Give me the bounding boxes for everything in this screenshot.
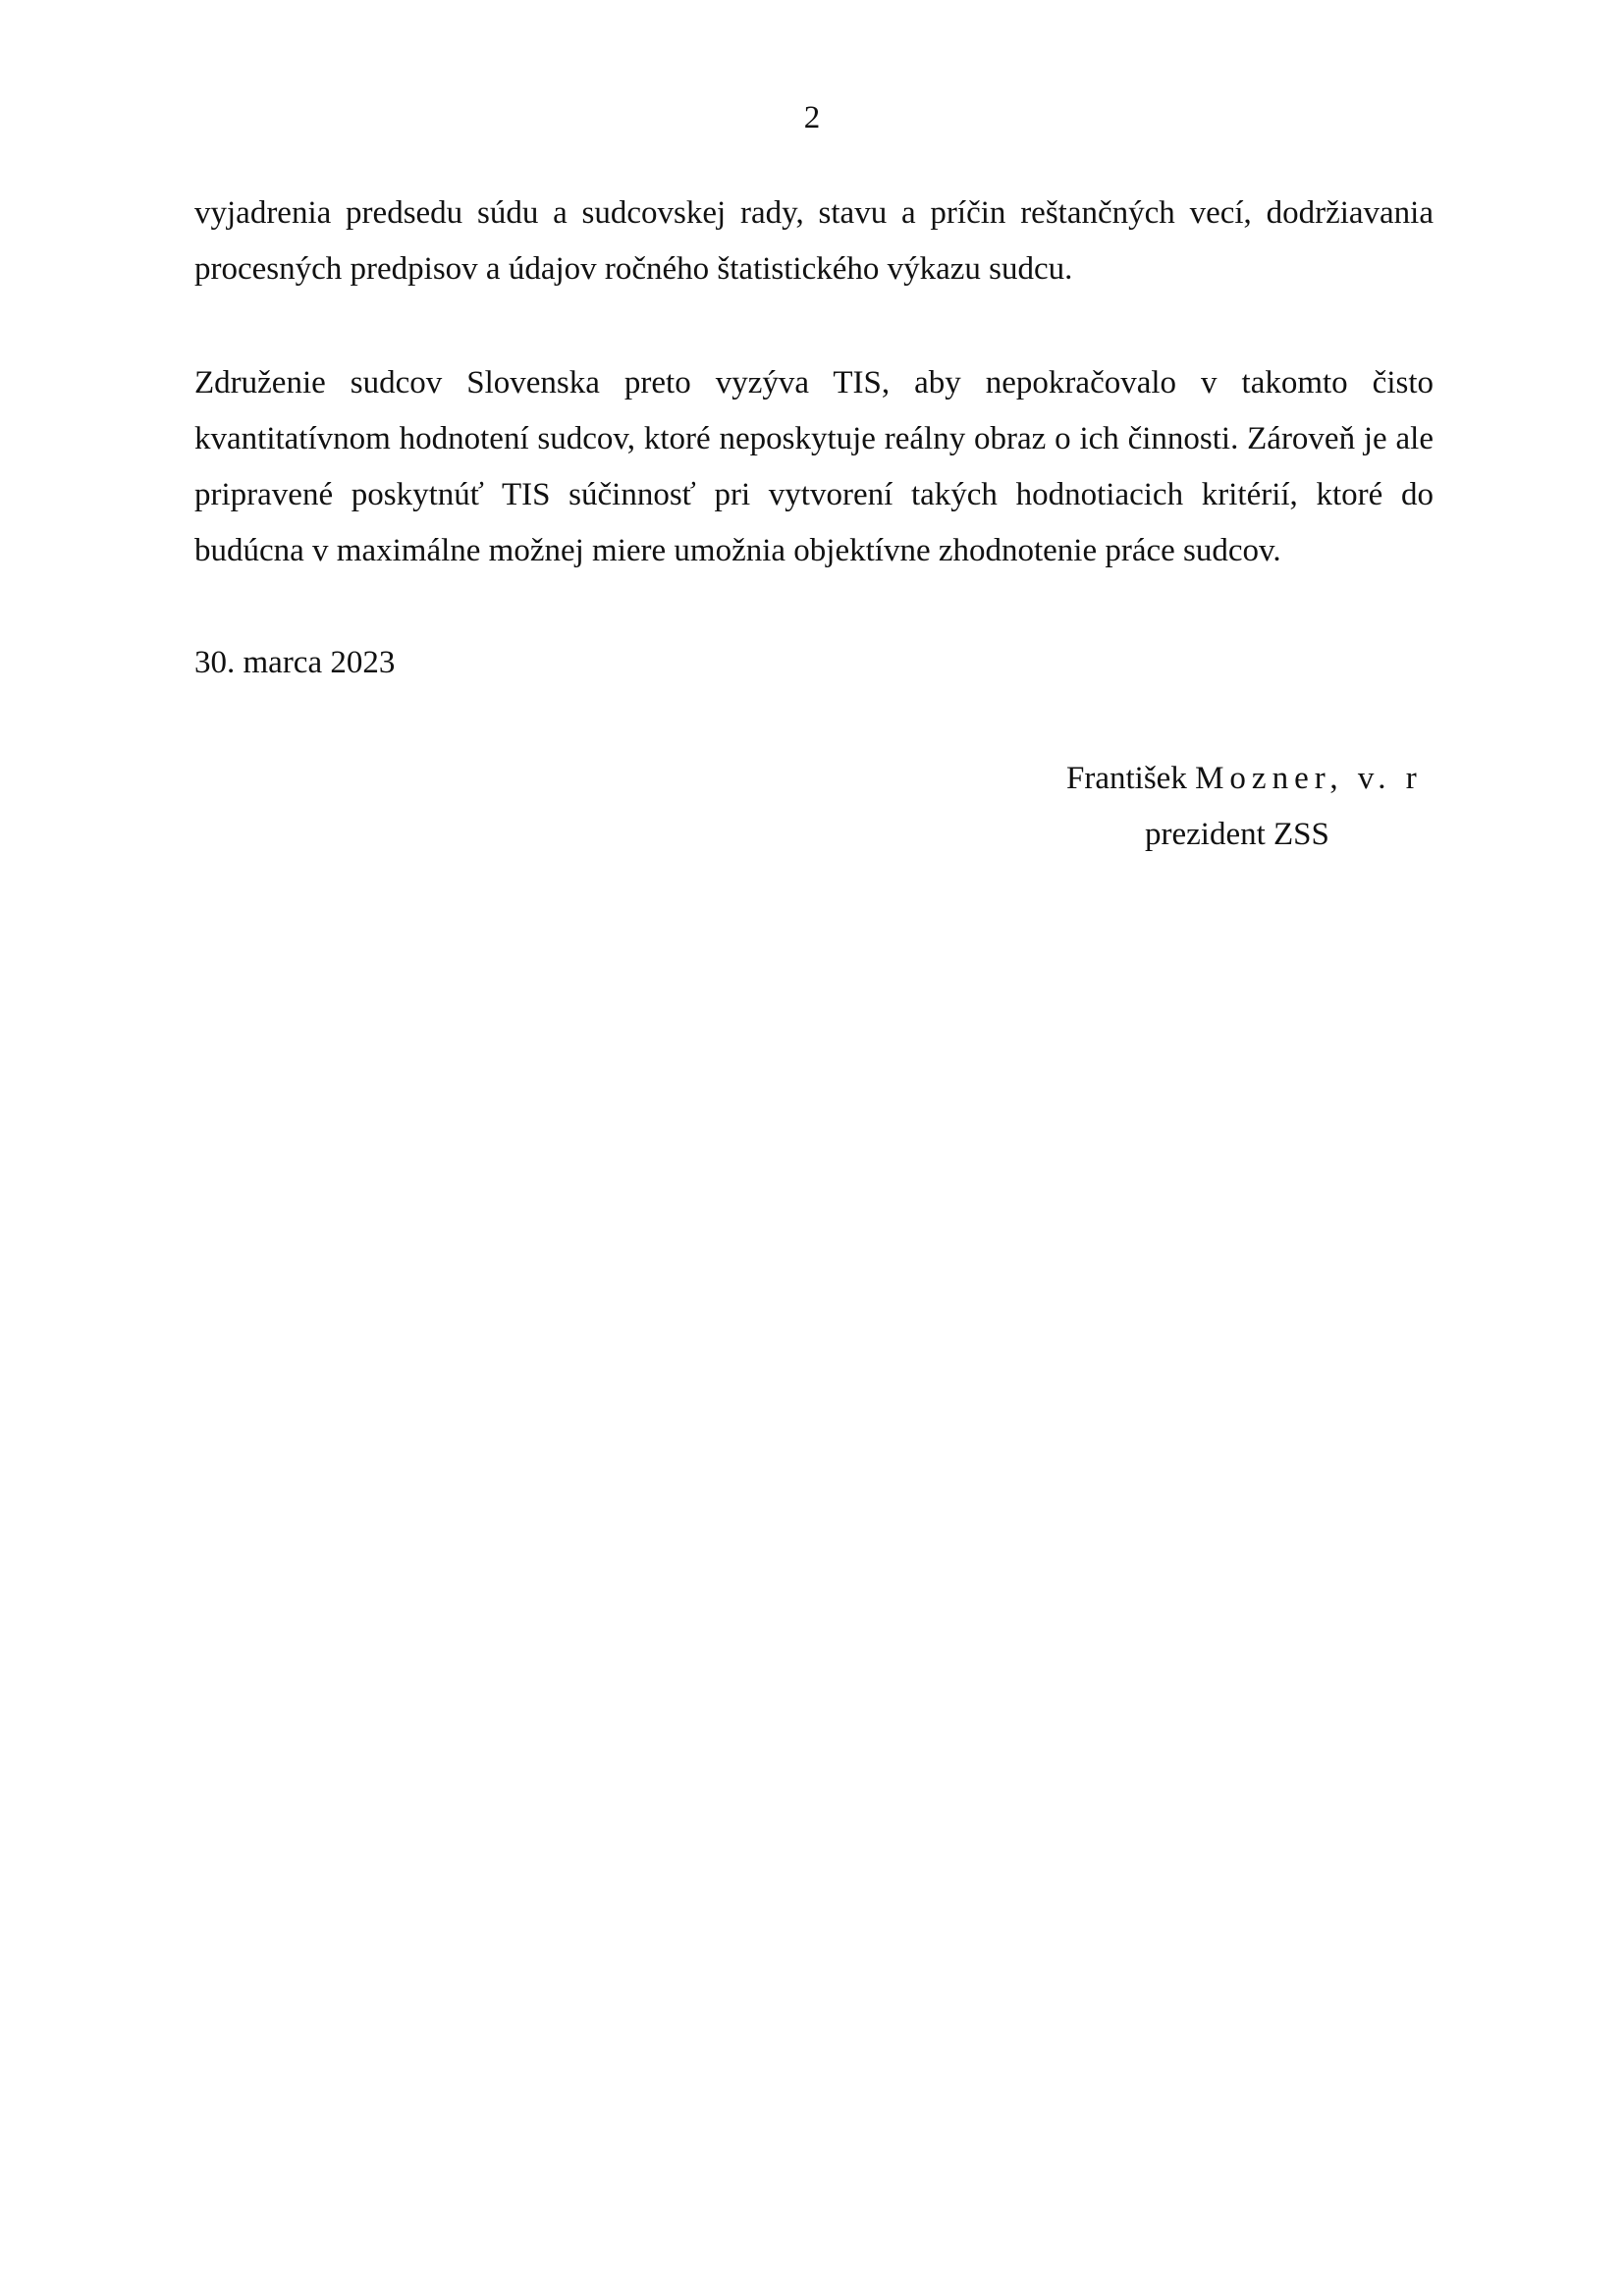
paragraph-2-block (194, 355, 1434, 579)
document-date: 30. marca 2023 (194, 645, 396, 680)
signature-surname: Mozner (1195, 761, 1330, 796)
signature-block (1066, 751, 1423, 863)
page-number: 2 (803, 100, 821, 135)
paragraph-1: vyjadrenia predsedu súdu a sudcovskej rady, stavu a príčin reštančných vecí, dodržiavania procesných predpisov a údajov ročného štatistického výkazu sudcu. (194, 195, 1434, 287)
paragraph-1-block (194, 186, 1434, 297)
signature-title: prezident ZSS (1145, 817, 1329, 852)
signature-name-line (1066, 751, 1423, 807)
paragraph-2: Združenie sudcov Slovenska preto vyzýva TIS, aby nepokračovalo v takomto čisto kvantitatívnom hodnotení sudcov, ktoré neposkytuje reálny obraz o ich činnosti. Zároveň je ale pripravené poskytnúť TIS súčinnosť pri vytvorení takých hodnotiacich kritérií, ktoré do budúcna v maximálne možnej miere umožnia objektívne zhodnotenie práce sudcov. (194, 365, 1434, 568)
signature-suffix: , v. r (1329, 761, 1423, 796)
signature-first-name: František (1066, 761, 1187, 796)
